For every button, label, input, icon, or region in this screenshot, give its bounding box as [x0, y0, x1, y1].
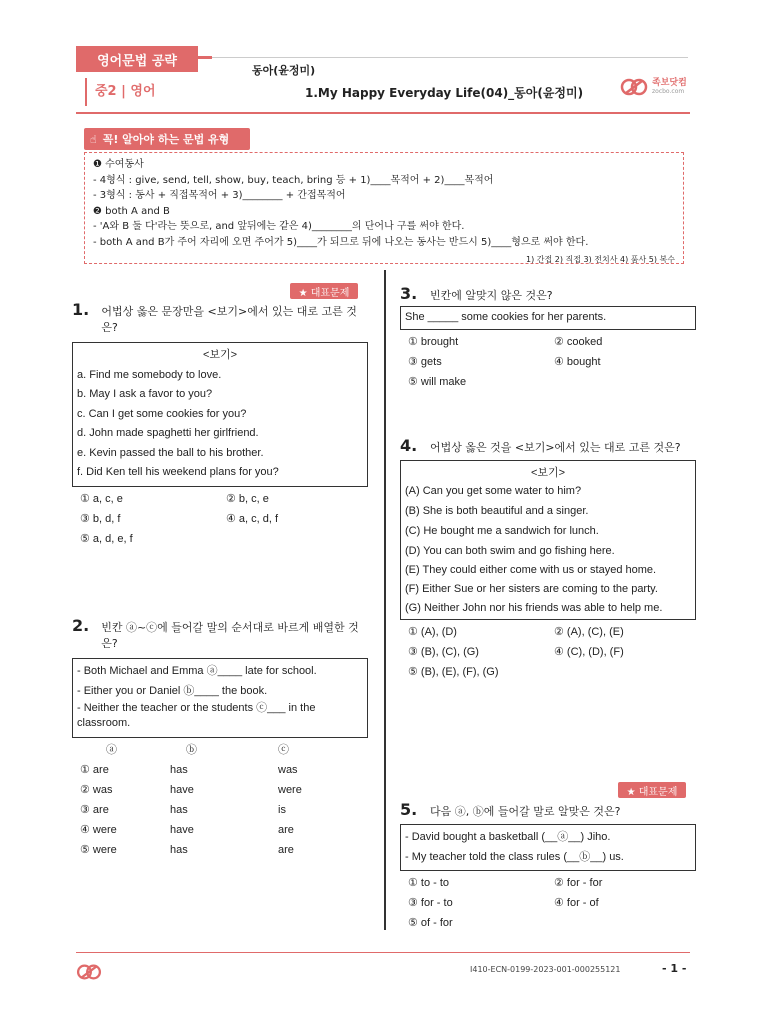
option[interactable]: ④ (C), (D), (F)	[554, 646, 624, 658]
box-item: She _____ some cookies for her parents.	[405, 311, 607, 323]
option[interactable]: ① (A), (D)	[408, 626, 457, 638]
grade-subject: 중2 | 영어	[95, 84, 156, 99]
option[interactable]: ④ a, c, d, f	[226, 512, 279, 525]
example-box	[72, 342, 368, 487]
option[interactable]: ③ (B), (C), (G)	[408, 646, 479, 658]
options	[400, 622, 696, 682]
footer-logo	[76, 962, 102, 985]
page-number: - 1 -	[662, 962, 687, 975]
option[interactable]: ⑤ (B), (E), (F), (G)	[408, 666, 499, 678]
cell: has	[170, 764, 188, 776]
option[interactable]: ⑤ of - for	[408, 917, 453, 929]
grammar-line: - both A and B가 주어 자리에 오면 주어가 5)____가 되므로 뒤에 나오는 동사는 반드시 5)____형으로 써야 한다.	[93, 236, 589, 248]
question-number: 3.	[400, 284, 418, 303]
box-item: a. Find me somebody to love.	[77, 368, 222, 381]
example-box	[400, 460, 696, 620]
box-title: <보기>	[530, 467, 566, 479]
cell: ⑤ were	[80, 844, 117, 856]
question-text: 어법상 옳은 것을 <보기>에서 있는 대로 고른 것은?	[430, 441, 681, 454]
option[interactable]: ④ for - of	[554, 897, 599, 909]
box-item: (D) You can both swim and go fishing here.	[405, 545, 615, 557]
cell: ④ were	[80, 824, 117, 836]
table-header: ⓑ	[186, 744, 197, 756]
option[interactable]: ⑤ will make	[408, 375, 467, 388]
table-row[interactable]	[72, 780, 368, 800]
option[interactable]: ① brought	[408, 335, 459, 348]
grammar-line: ❷ both A and B	[93, 205, 170, 217]
cell: is	[278, 804, 286, 816]
column-divider	[384, 270, 386, 930]
grammar-line: ❶ 수여동사	[93, 159, 144, 170]
grammar-box	[84, 152, 684, 264]
cell: has	[170, 804, 188, 816]
brand-logo	[620, 76, 687, 98]
grammar-answers: 1) 간접 2) 직접 3) 전치사 4) 품사 5) 복수	[526, 255, 675, 264]
option[interactable]: ③ for - to	[408, 897, 453, 909]
hand-icon: ☝	[90, 132, 97, 146]
table-row[interactable]	[72, 800, 368, 820]
box-item: f. Did Ken tell his weekend plans for you?	[77, 466, 279, 478]
cell: have	[170, 824, 194, 836]
box-item: c. Can I get some cookies for you?	[77, 407, 247, 420]
question-text: 빈칸에 알맞지 않은 것은?	[430, 289, 553, 302]
cell: are	[278, 844, 294, 856]
option[interactable]: ③ b, d, f	[80, 512, 121, 525]
question-3	[400, 284, 696, 392]
option[interactable]: ② cooked	[554, 335, 603, 348]
table-row[interactable]	[72, 760, 368, 780]
cell: are	[278, 824, 294, 836]
publisher: 동아(윤정미)	[252, 64, 316, 77]
box-item: d. John made spaghetti her girlfriend.	[77, 427, 259, 439]
answer-table	[72, 740, 368, 860]
example-box	[400, 306, 696, 330]
cell: ① are	[80, 764, 109, 776]
box-item: (G) Neither John nor his friends was able to help me.	[405, 602, 663, 614]
box-item: e. Kevin passed the ball to his brother.	[77, 446, 264, 459]
box-item: (F) Either Sue or her sisters are coming to the party.	[405, 583, 658, 595]
grammar-line: - 4형식 : give, send, tell, show, buy, teach, bring 등 + 1)____목적어 + 2)____목적어	[93, 174, 494, 186]
option[interactable]: ① a, c, e	[80, 492, 123, 505]
option[interactable]: ③ gets	[408, 355, 442, 368]
question-text: 빈칸 ⓐ~ⓒ에 들어갈 말의 순서대로 바르게 배열한 것은?	[101, 621, 359, 650]
box-item: - Neither the teacher or the students ⓒ___ in the classroom.	[77, 702, 316, 729]
box-item: b. May I ask a favor to you?	[77, 388, 213, 400]
table-header: ⓐ	[106, 744, 117, 756]
rep-question-badge: ★ 대표문제	[290, 283, 358, 299]
box-item: - My teacher told the class rules (__ⓑ__) us.	[405, 850, 624, 863]
box-item: - David bought a basketball (__ⓐ__) Jiho.	[405, 831, 611, 843]
example-box	[400, 824, 696, 871]
options	[400, 332, 696, 392]
header-dash	[198, 56, 212, 59]
logo-sub: zocbo.com	[652, 87, 685, 95]
box-item: - Either you or Daniel ⓑ____ the book.	[77, 684, 268, 697]
cell: have	[170, 784, 194, 796]
cell: ③ are	[80, 804, 109, 816]
header-tab	[76, 46, 198, 72]
question-5	[400, 800, 696, 933]
grammar-line: - 3형식 : 동사 + 직접목적어 + 3)________ + 간접목적어	[93, 190, 346, 201]
options	[400, 873, 696, 933]
question-2	[72, 616, 368, 860]
cell: has	[170, 844, 188, 856]
rep-question-badge: ★ 대표문제	[618, 782, 686, 798]
question-4	[400, 436, 696, 682]
grammar-badge	[84, 128, 250, 150]
option[interactable]: ④ bought	[554, 355, 601, 368]
question-number: 2.	[72, 616, 90, 635]
table-row[interactable]	[72, 820, 368, 840]
question-text: 다음 ⓐ, ⓑ에 들어갈 말로 알맞은 것은?	[430, 805, 621, 818]
question-text: 어법상 옳은 문장만을 <보기>에서 있는 대로 고른 것은?	[101, 305, 357, 334]
footer-line	[76, 952, 690, 953]
question-1	[72, 300, 368, 549]
box-item: (E) They could either come with us or stayed home.	[405, 564, 657, 576]
header-top-line	[212, 57, 688, 58]
option[interactable]: ② for - for	[554, 877, 603, 889]
document-code: I410-ECN-0199-2023-001-000255121	[470, 965, 621, 974]
question-number: 1.	[72, 300, 90, 319]
box-item: (A) Can you get some water to him?	[405, 485, 582, 497]
cell: was	[278, 764, 298, 776]
box-item: (B) She is both beautiful and a singer.	[405, 505, 589, 517]
option[interactable]: ① to - to	[408, 877, 450, 889]
logo-icon	[620, 76, 648, 98]
header-vbar	[85, 78, 87, 106]
table-row[interactable]	[72, 840, 368, 860]
logo-text: 족보닷컴	[652, 77, 687, 88]
cell: ② was	[80, 784, 113, 796]
question-number: 5.	[400, 800, 418, 819]
box-item: (C) He bought me a sandwich for lunch.	[405, 525, 599, 537]
header-bottom-line	[76, 112, 690, 114]
option[interactable]: ② b, c, e	[226, 492, 269, 505]
cell: were	[278, 784, 302, 796]
example-box	[72, 658, 368, 738]
option[interactable]: ② (A), (C), (E)	[554, 626, 624, 638]
lesson-title: 1.My Happy Everyday Life(04)_동아(윤정미)	[305, 86, 584, 100]
option[interactable]: ⑤ a, d, e, f	[80, 532, 133, 545]
table-header: ⓒ	[278, 744, 289, 756]
grammar-line: - 'A와 B 둘 다'라는 뜻으로, and 앞뒤에는 같은 4)________의 단어나 구를 써야 한다.	[93, 221, 465, 232]
box-title: <보기>	[202, 349, 238, 361]
box-item: - Both Michael and Emma ⓐ____ late for school.	[77, 665, 317, 677]
header-tab-title: 영어문법 공략	[97, 53, 177, 69]
grammar-badge-label: 꼭! 알아야 하는 문법 유형	[102, 133, 230, 146]
options	[72, 489, 368, 549]
question-number: 4.	[400, 436, 418, 455]
logo-icon	[76, 962, 102, 982]
